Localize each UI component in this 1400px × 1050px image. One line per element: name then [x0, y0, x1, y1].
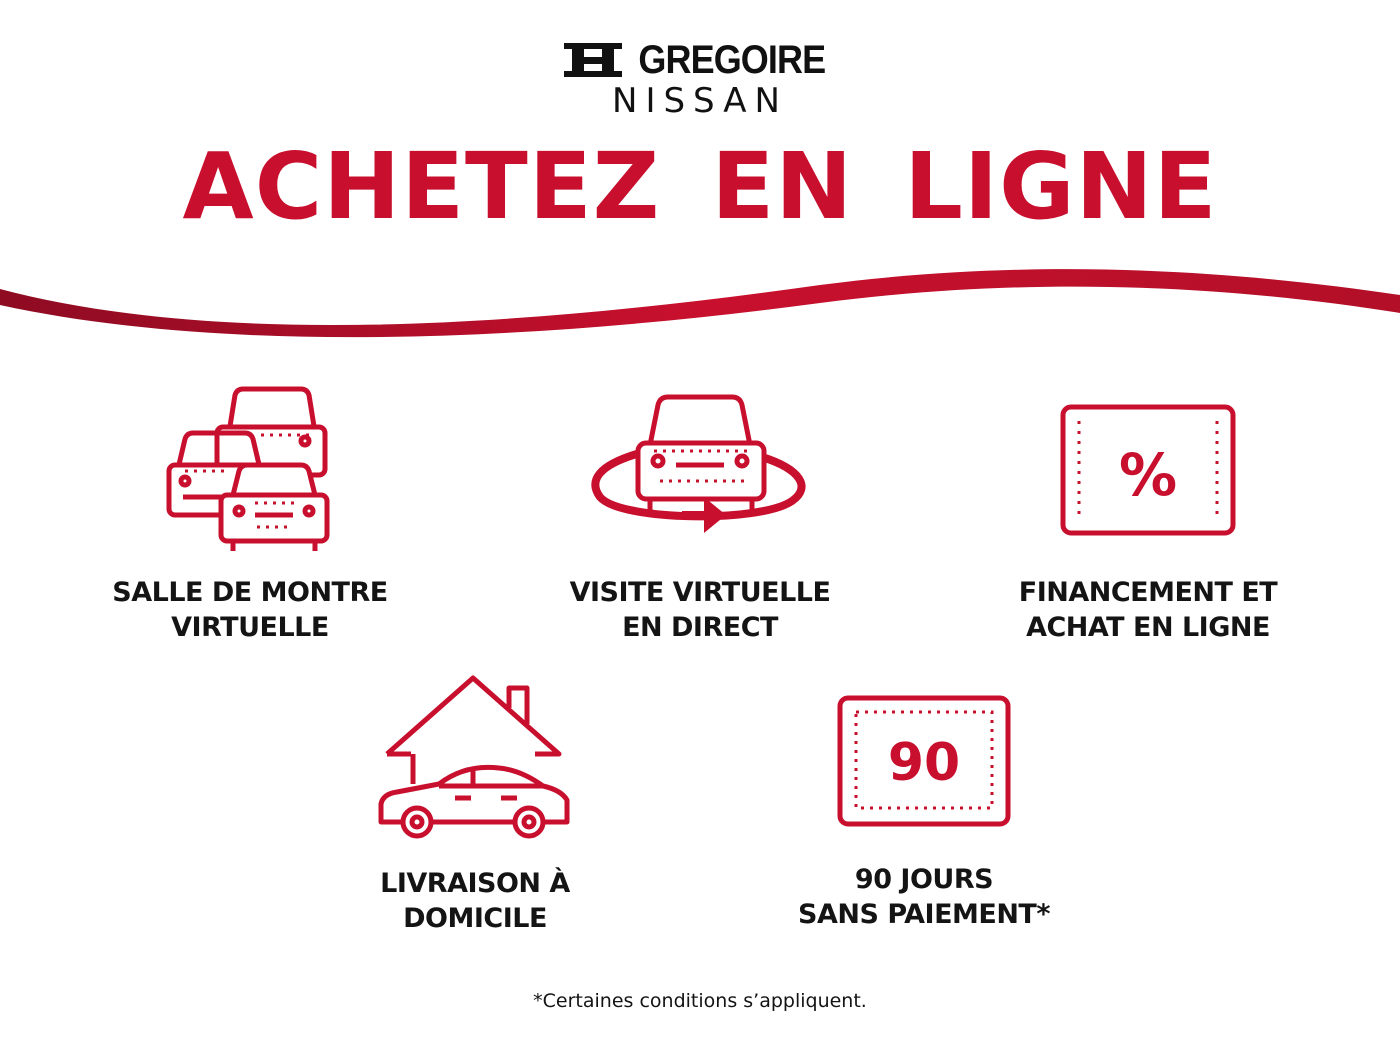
- car-360-icon: [580, 385, 820, 555]
- feature-label: SALLE DE MONTRE VIRTUELLE: [112, 577, 388, 643]
- feature-online-financing: [998, 385, 1298, 645]
- feature-90-days-no-payment: [774, 690, 1074, 932]
- house-car-icon: [375, 672, 575, 844]
- ninety-card-icon: [834, 690, 1014, 836]
- multiple-cars-icon: [165, 385, 335, 555]
- percent-card-icon: [1053, 385, 1243, 555]
- feature-label: LIVRAISON À DOMICILE: [380, 868, 570, 934]
- svg-text:%: %: [1118, 441, 1178, 509]
- feature-live-virtual-tour: [550, 385, 850, 645]
- feature-label: 90 JOURS SANS PAIEMENT*: [798, 864, 1050, 930]
- page-title: ACHETEZ EN LIGNE: [182, 133, 1218, 240]
- dealer-name: GREGOIRE: [638, 38, 826, 82]
- h-monogram-icon: [564, 43, 622, 77]
- ninety-badge: 90: [887, 733, 961, 793]
- conditions-footnote: *Certaines conditions s’appliquent.: [533, 990, 867, 1012]
- feature-label: FINANCEMENT ET ACHAT EN LIGNE: [1018, 577, 1278, 643]
- feature-virtual-showroom: [100, 385, 400, 645]
- brand-make: NISSAN: [612, 81, 788, 121]
- feature-home-delivery: [325, 672, 625, 936]
- feature-label: VISITE VIRTUELLE EN DIRECT: [569, 577, 831, 643]
- dealer-logo: [0, 40, 1400, 119]
- red-wave-divider: [0, 255, 1400, 345]
